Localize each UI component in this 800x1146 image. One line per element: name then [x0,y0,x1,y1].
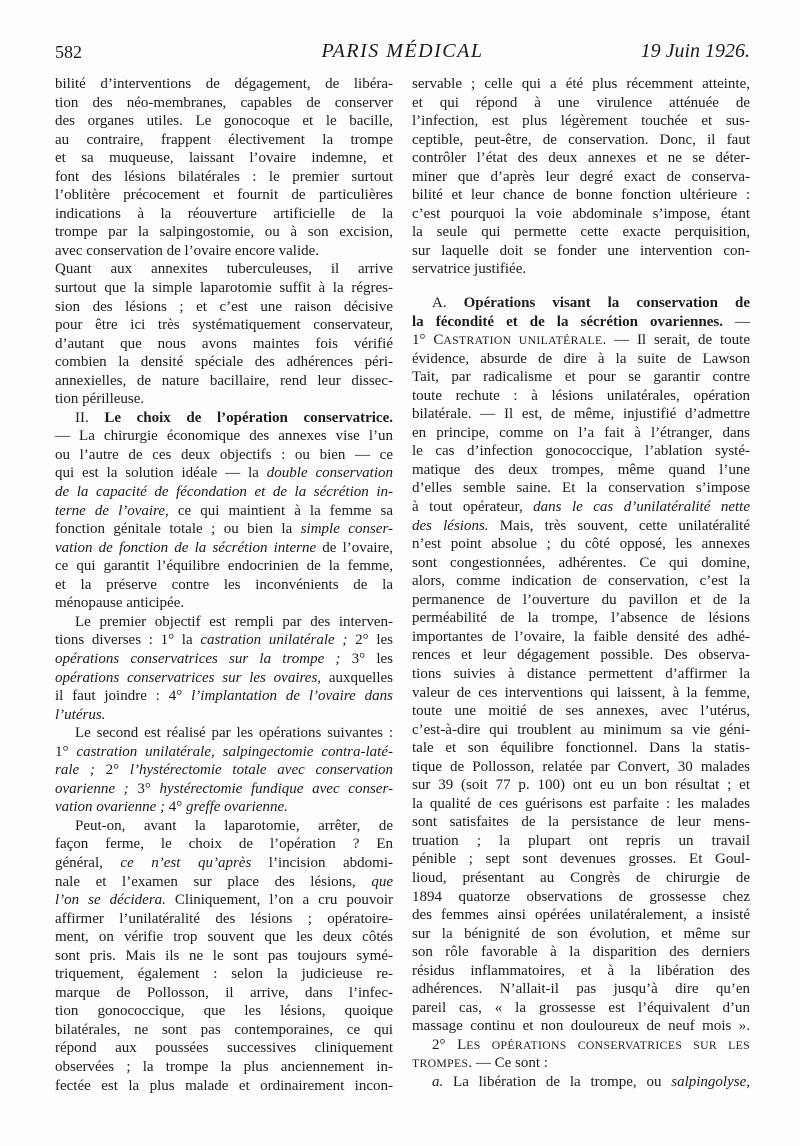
italic-text: vation ovarienne ; [55,799,165,816]
italic-text: des lésions. [412,517,489,534]
text-line: son rôle favorable à la disparition des derniers [412,944,750,961]
text-line [412,294,750,313]
text-line: bilité d’interventions de dégagement, de libéra- [55,76,393,92]
text-line: la seule qui permette cette exacte perquisition, [412,224,750,241]
text-segment: l’incision abdomi- [251,854,393,871]
text-line: lioud, présentant au Congrès de chirurgie de [412,869,750,886]
text-line: Peut-on, avant la laparotomie, arrêter, de [75,817,393,834]
text-line: marque de Pollosson, il arrive, dans l’infec- [55,984,393,1001]
text-line [55,687,393,706]
column-left [55,75,393,1095]
text-line: indications à la réouverture artificielle de la [55,205,393,222]
text-line: Le second est réalisé par les opérations suivantes : [75,725,393,742]
text-line: évidence, absurde de dire à la suite de Lawson [412,350,750,367]
text-segment: Cliniquement, l’on a cru pouvoir [165,892,393,909]
text-line: servatrice justifiée. [412,261,527,278]
text-segment: général, [55,854,121,871]
text-line: façon ferme, le choix de l’opération ? En [55,836,393,853]
bold-text: la fécondité et de la sécrétion ovariennes. [412,313,723,330]
text-line: tion gonococcique, que les lésions, quoique [55,1003,393,1020]
text-line: toute une moitié de ses annexes, avec l’utérus, [412,703,750,720]
italic-text: rale ; [55,762,95,779]
issue-date: 19 Juin 1926. [640,40,750,62]
italic-text: l’utérus. [55,706,106,723]
text-segment: à tout opérateur, [412,499,534,516]
text-segment: 2° les [347,632,393,649]
text-line: et la préserve contre les inconvénients de la [55,576,393,593]
text-segment: 3° [128,780,160,797]
text-line: fectée est la plus malade et ordinairement incon- [55,1077,393,1094]
text-line: en principe, comme on l’a fait à l’étranger, dans [412,424,750,441]
text-line [55,761,393,780]
italic-text: que [371,873,393,890]
italic-text: l’implantation de l’ovaire dans [191,688,393,705]
text-segment: de l’ovaire, [316,539,393,556]
italic-text: terne de l’ovaire, [55,502,169,519]
text-line [55,873,393,892]
italic-text: hystérectomie fundique avec conser- [159,780,393,797]
text-line: contrôler l’état des deux annexes et ne se déter- [412,150,750,167]
text-line: d’elles semble saine. Et la conservation s’impose [412,480,750,497]
italic-text: opérations conservatrices sur la trompe ; [55,650,341,667]
italic-text: l’on se décidera. [55,892,166,909]
text-line: pénible ; sept sont devenues grosses. Et Goul- [412,851,750,868]
text-line: affirmer l’unilatéralité des lésions ; opératoire- [55,910,393,927]
column-right [412,75,750,1092]
text-line [55,706,393,725]
page-number: 582 [55,42,82,62]
text-segment: . — Il serait, de toute [602,332,750,349]
text-segment: qui est la solution idéale — la [55,465,267,482]
text-line: d’autant que nous avons maintes fois vérifié [55,335,393,352]
italic-text: de la capacité de fécondation et de la sécrétion in- [55,484,393,501]
text-segment: II. [75,409,105,426]
text-line [55,854,393,873]
running-header [55,38,750,64]
text-segment: — [722,313,750,330]
text-line: truation ; la plupart ont repris un travail [412,832,750,849]
italic-text: a. [432,1073,444,1090]
italic-text: simple conser- [300,521,393,538]
text-line: matique des deux trompes, même quand l’une [412,461,750,478]
italic-text: l’hystérectomie totale avec conservation [129,762,393,779]
text-line: massage continu et non douloureux de neuf mois ». [412,1018,750,1035]
text-line [55,464,393,483]
text-line: tale et son équilibre fonctionnel. Dans la statis- [412,740,750,757]
text-line: rences et leur dégagement possible. Des observa- [412,647,750,664]
text-segment: La libération de la trompe, ou [443,1073,672,1090]
text-line: des organes utiles. Le gonocoque et le bacille, [55,113,393,130]
text-line: importantes de l’ovaire, la faible densité des adhé- [412,628,750,645]
text-segment: 4° [164,799,186,816]
text-line: le cas d’infection gonococcique, l’ablation systé- [412,443,750,460]
text-line: sur la bénignité de son évolution, et même sur [412,925,750,942]
text-line [55,409,393,428]
text-line: sion des lésions ; et c’est une raison décisive [55,298,393,315]
text-line: observées ; la trompe la plus anciennement in- [55,1058,393,1075]
text-segment: il faut joindre : 4° [55,688,192,705]
text-line [55,520,393,539]
text-line: valeur de ces interventions qui laissent, à la femme, [412,684,750,701]
italic-text: ovarienne ; [55,780,129,797]
text-line: ou l’autre de ces deux objectifs : ou bien — ce [55,446,393,463]
italic-text: double conservation [266,465,393,482]
text-segment: 1° [55,743,77,760]
text-segment: 3° les [340,650,393,667]
text-line: bilatérales, ne sont pas contemporaines, ce qui [55,1021,393,1038]
text-line: ce qui garantit l’équilibre endocrinien de la femme, [55,558,393,575]
text-line: ménopause anticipée. [55,595,185,612]
text-line: alors, comme indication de conservation, c’est la [412,573,750,590]
text-line [55,631,393,650]
text-line: Le premier objectif est rempli par des interven- [75,613,393,630]
text-line: perméabilité de la trompe, l’absence de lésions [412,610,750,627]
text-line: toute rechute : à lésions unilatérales, opération [412,387,750,404]
text-line [55,798,393,817]
text-segment: 1° C [412,332,444,349]
text-line: sur 39 (soit 77 p. 100) ont eu un bon résultat ; et [412,777,750,794]
italic-text: dans le cas d’unilatéralité nette [533,499,750,516]
text-line: avec conservation de l’ovaire encore valide. [55,242,320,259]
text-line [55,650,393,669]
text-line: sont pris. Mais ils ne le sont pas toujours symé- [55,947,393,964]
text-line [55,669,393,688]
text-line: l’infection, est plus légèrement touchée et sus- [412,113,750,130]
text-line: trompe par la salpingostomie, ou à son excision, [55,224,393,241]
text-line [412,498,750,517]
text-line: pareil cas, « la grossesse est l’équivalent d’un [412,999,750,1016]
bold-text: Le choix de l’opération conservatrice. [104,409,393,426]
text-line [412,1054,750,1073]
text-line: n’est point absolue ; du côté opposé, les annexes [412,536,750,553]
text-line: sont satisfaites de la persistance de leur mens- [412,814,750,831]
text-line [55,502,393,521]
text-line: Quant aux annexites tuberculeuses, il arrive [55,261,393,278]
journal-title: PARIS MÉDICAL [321,40,484,62]
text-line: permanence de l’ouverture du pavillon et de la [412,591,750,608]
text-line: 1894 quatorze observations de grossesse chez [412,888,750,905]
text-line: sont congestionnées, adhérentes. Ce qui domine, [412,554,750,571]
text-line: résidus inflammatoires, et à la libération des [412,962,750,979]
text-line: pour être ici très systématiquement conservateur, [55,317,393,334]
text-segment: A. [432,295,464,312]
italic-text: castration unilatérale ; [200,632,348,649]
text-line [412,1073,750,1092]
text-line: font des lésions bilatérales : le premier surtout [55,168,393,185]
text-line: ceptible, peut-être, de conservation. Donc, il faut [412,131,750,148]
text-line: combien la densité spéciale des adhérences péri- [55,354,393,371]
italic-text: greffe ovarienne. [185,799,288,816]
text-line: ment, on vérifie trop souvent que les deux côtés [55,929,393,946]
text-line: tion des néo-membranes, capables de conserver [55,94,393,111]
text-line [412,517,750,536]
text-line: et sa muqueuse, laissant l’ovaire indemne, et [55,150,393,167]
text-line [412,331,750,350]
text-line: surtout que la simple laparotomie suffit à la régres- [55,280,393,297]
italic-text: opérations conservatrices sur les ovaires, [55,669,322,686]
text-line: tions suivies à distance permettent d’affirmer la [412,665,750,682]
bold-text: Opérations visant la conservation de [463,295,750,312]
small-caps-text: TROMPES [412,1057,469,1071]
text-segment: auxquelles [321,669,393,686]
text-line [55,539,393,558]
text-segment: 2° L [432,1036,467,1053]
small-caps-text: ES OPÉRATIONS CONSERVATRICES SUR LES [466,1038,750,1052]
italic-text: vation de fonction de la sécrétion interne [55,539,317,556]
text-line [55,743,393,762]
text-line: c’est-à-dire qui troublent au minimum sa vie géni- [412,721,750,738]
text-line: Tait, par radicalisme et pour se garantir contre [412,369,750,386]
text-line [412,313,750,332]
text-segment: tions diverses : 1° la [55,632,201,649]
text-segment: Mais, très souvent, cette unilatéralité [488,517,750,534]
text-line: la qualité de ces guérisons est parfaite : les malades [412,795,750,812]
text-line: et qui répond à une virulence atténuée de [412,94,750,111]
text-line: triquement, également : selon la judicieuse re- [55,966,393,983]
text-segment: 2° [94,762,130,779]
text-line: — La chirurgie économique des annexes vise l’un [55,428,393,445]
text-line: l’oblitère précocement et fournit de particulières [55,187,393,204]
text-segment: ce qui maintient à la femme sa [168,502,394,519]
text-line: annexielles, de nature bacillaire, rend leur dissec- [55,372,393,389]
text-line: adhérences. N’allait-il pas jusqu’à dire qu’en [412,981,750,998]
text-segment: . — Ce sont : [468,1055,548,1072]
text-line: tion périlleuse. [55,391,145,408]
italic-text: ce n’est qu’après [120,854,252,871]
text-line: tique de Pollosson, relatée par Convert, 30 malades [412,758,750,775]
text-line: répond aux poussées successives cliniquement [55,1040,393,1057]
text-line: des femmes ainsi opérées unilatéralement, a insisté [412,907,750,924]
text-segment: fonction génitale totale ; ou bien la [55,521,301,538]
text-line [412,1036,750,1055]
text-line: au contraire, frappent électivement la trompe [55,131,393,148]
text-segment: nale et l’examen sur place des lésions, [55,873,372,890]
text-line: bilité et leur chance de bonne fonction ultérieure : [412,187,750,204]
text-line: miner que d’après leur degré exact de conserva- [412,168,750,185]
text-line [55,483,393,502]
italic-text: salpingolyse, [671,1073,750,1090]
text-line: servable ; celle qui a été plus récemment atteinte, [412,76,750,92]
text-line [55,780,393,799]
small-caps-text: ASTRATION UNILATÉRALE [443,334,603,348]
text-line: sur laquelle doit se fonder une intervention con- [412,242,750,259]
text-line: bilatérale. — Il est, de même, injustifié d’admettre [412,406,750,423]
text-line [55,891,393,910]
italic-text: castration unilatérale, salpingectomie contra-laté- [76,743,393,760]
text-line: c’est pourquoi la voie abdominale s’impose, étant [412,205,750,222]
